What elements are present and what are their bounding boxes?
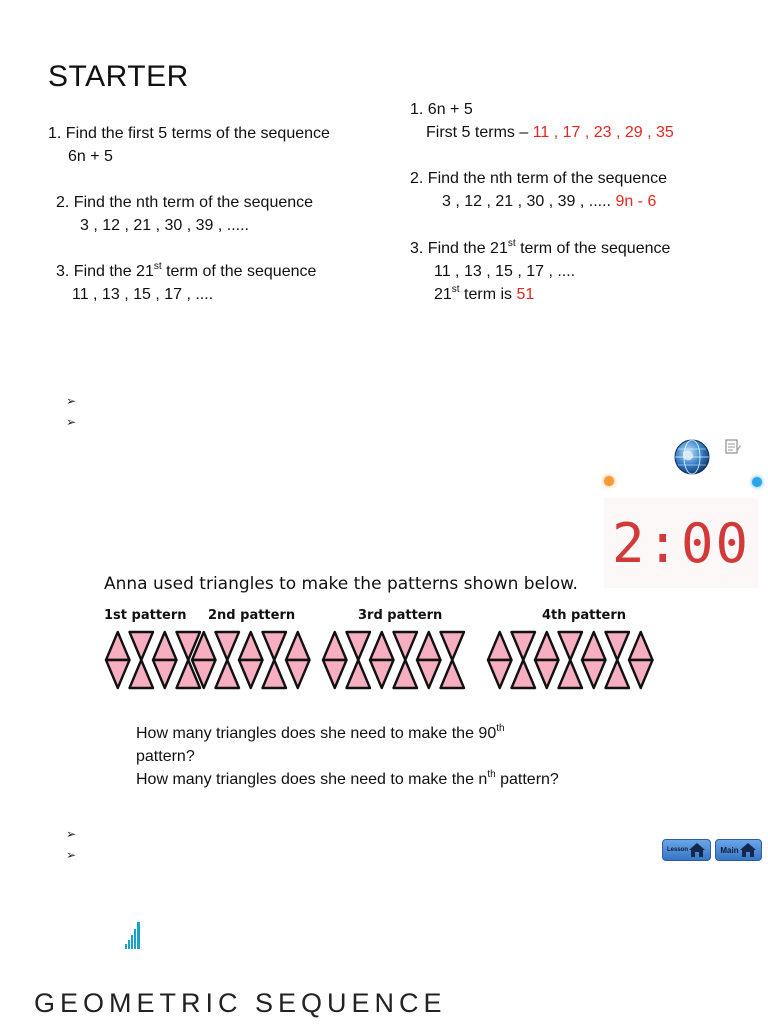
problem-line-2: pattern?	[136, 748, 195, 765]
answer-2-heading: 2. Find the nth term of the sequence	[410, 170, 668, 187]
pattern-triangle	[130, 660, 154, 688]
answer-3-sequence: 11 , 13 , 15 , 17 , ....	[434, 263, 576, 280]
home-icon	[688, 842, 706, 858]
problem-line-3: How many triangles does she need to make the $n^{th}$ pattern?	[136, 768, 559, 788]
pattern-triangle	[535, 660, 559, 688]
answer-3-heading: 3. Find the 21st term of the sequence	[410, 237, 671, 257]
pattern-triangle	[347, 660, 371, 688]
pattern-triangle	[394, 632, 418, 660]
answer-1-terms: First 5 terms – 11 , 17 , 23 , 29 , 35	[426, 124, 674, 141]
pattern-triangle	[582, 632, 606, 660]
home-icon	[739, 842, 757, 858]
answer-3-result: 21st term is 51	[434, 283, 535, 303]
pattern-triangle	[263, 660, 287, 688]
notepad-icon[interactable]	[724, 438, 742, 456]
question-2-text: 2. Find the nth term of the sequence	[56, 194, 314, 211]
pattern-4-triangles	[488, 632, 653, 688]
pattern-triangle	[106, 632, 130, 660]
pattern-triangle	[535, 632, 559, 660]
main-button-label: Main	[720, 845, 739, 855]
pattern-triangle	[370, 660, 394, 688]
pattern-2-triangles	[192, 632, 310, 688]
answer-1-value: 11 , 17 , 23 , 29 , 35	[532, 124, 674, 141]
answer-3	[410, 237, 670, 306]
pattern-triangle	[323, 632, 347, 660]
orange-dot-marker[interactable]	[604, 476, 614, 486]
question-1-text: 1. Find the first 5 terms of the sequence	[48, 125, 330, 142]
question-3-text: 3. Find the 21st term of the sequence	[56, 260, 317, 280]
pattern-triangle	[606, 632, 630, 660]
signal-bars-icon	[124, 920, 142, 950]
pattern-triangle	[239, 632, 263, 660]
pattern-triangle	[347, 632, 371, 660]
question-2	[56, 191, 313, 237]
pattern-triangle	[606, 660, 630, 688]
answer-3-value: 51	[516, 286, 535, 303]
pattern-caption-3: 3rd pattern	[358, 608, 443, 623]
pattern-triangle	[106, 660, 130, 688]
globe-icon[interactable]	[673, 438, 711, 476]
pattern-triangle	[629, 660, 653, 688]
pattern-triangle	[441, 660, 465, 688]
pattern-1-triangles	[106, 632, 200, 688]
pattern-triangle	[512, 632, 536, 660]
timer-display: 2:00	[611, 512, 751, 575]
pattern-triangle	[216, 632, 240, 660]
pattern-triangle	[323, 660, 347, 688]
pattern-triangle	[394, 660, 418, 688]
pattern-triangle	[629, 632, 653, 660]
triangle-patterns	[0, 628, 768, 692]
answer-2-value: 9n - 6	[615, 193, 657, 210]
pattern-triangle	[582, 660, 606, 688]
pattern-3-triangles	[323, 632, 464, 688]
problem-text	[136, 722, 559, 791]
answer-1	[410, 98, 674, 144]
pattern-triangle	[441, 632, 465, 660]
bullet-arrow: ➢	[66, 848, 77, 862]
worksheet-intro: Anna used triangles to make the patterns shown below.	[104, 574, 578, 594]
problem-line-1: How many triangles does she need to make the 90th	[136, 722, 505, 742]
pattern-triangle	[488, 660, 512, 688]
pattern-triangle	[239, 660, 263, 688]
pattern-triangle	[263, 632, 287, 660]
pattern-triangle	[216, 660, 240, 688]
question-1-expression: 6n + 5	[68, 148, 113, 165]
lesson-home-button[interactable]	[662, 839, 711, 861]
main-home-button[interactable]	[715, 839, 762, 861]
pattern-caption-2: 2nd pattern	[208, 608, 296, 623]
pattern-triangle	[153, 632, 177, 660]
pattern-triangle	[488, 632, 512, 660]
pattern-triangle	[286, 660, 310, 688]
answer-2	[410, 167, 667, 213]
pattern-caption-1: 1st pattern	[104, 608, 187, 623]
bullet-arrow: ➢	[66, 827, 77, 841]
slide-title: STARTER	[48, 60, 189, 93]
pattern-caption-4: 4th pattern	[542, 608, 627, 623]
pattern-triangle	[417, 660, 441, 688]
countdown-timer[interactable]	[604, 498, 758, 588]
pattern-triangle	[559, 632, 583, 660]
pattern-triangle	[417, 632, 441, 660]
pattern-triangle	[153, 660, 177, 688]
pattern-triangle	[370, 632, 394, 660]
bullet-arrow: ➢	[66, 415, 77, 429]
question-2-sequence: 3 , 12 , 21 , 30 , 39 , .....	[80, 217, 249, 234]
pattern-triangle	[130, 632, 154, 660]
lesson-button-label: Lesson	[666, 847, 688, 853]
question-3	[56, 260, 316, 306]
answer-1-heading: 1. 6n + 5	[410, 101, 473, 118]
answer-2-sequence: 3 , 12 , 21 , 30 , 39 , ..... 9n - 6	[442, 193, 657, 210]
blue-dot-marker[interactable]	[752, 477, 762, 487]
pattern-triangle	[286, 632, 310, 660]
pattern-triangle	[512, 660, 536, 688]
question-3-sequence: 11 , 13 , 15 , 17 , ....	[72, 286, 214, 303]
question-1	[48, 122, 330, 168]
bullet-arrow: ➢	[66, 394, 77, 408]
section-heading: GEOMETRIC SEQUENCE	[34, 988, 447, 1018]
pattern-triangle	[559, 660, 583, 688]
